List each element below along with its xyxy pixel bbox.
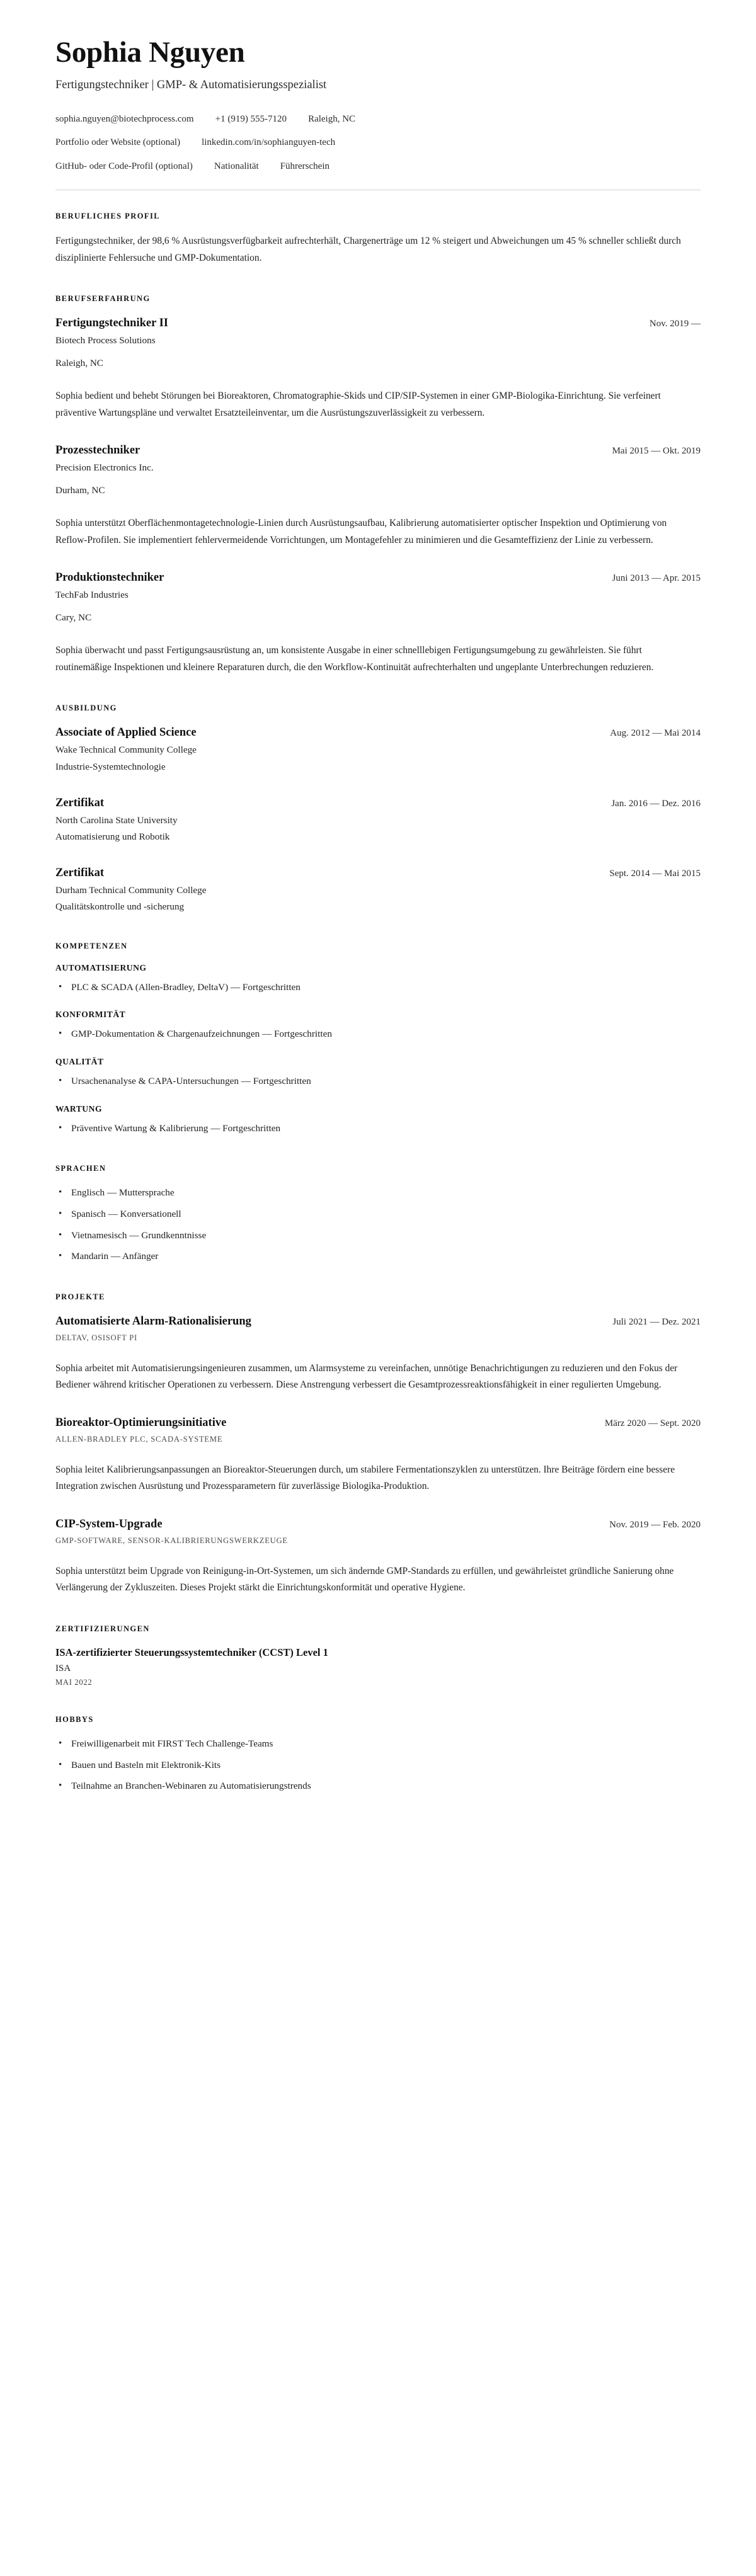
experience-job-title: Prozesstechniker — [55, 444, 140, 457]
skill-group — [55, 1104, 701, 1137]
skill-group — [55, 1010, 701, 1042]
skill-item: • Präventive Wartung & Kalibrierung — Fortgeschritten — [55, 1121, 701, 1137]
project-description: Sophia arbeitet mit Automatisierungsingenieuren zusammen, um Alarmsysteme zu vereinfachen, unnötige Benachrichtigungen zu reduzieren und den Fokus der Bediener während kritischer Operationen zu verbessern. Diese Anstrengung verbessert die Gesamtprozessreaktionsfähigkeit in einer regulierten Umgebung. — [55, 1362, 678, 1391]
contact-portfolio-placeholder[interactable]: Portfolio oder Website (optional) — [55, 137, 181, 148]
hobby-list — [55, 1736, 701, 1794]
education-school: North Carolina State University — [55, 814, 178, 826]
section-title-projects: PROJEKTE — [55, 1292, 105, 1301]
section-title-languages: SPRACHEN — [55, 1164, 106, 1173]
project-entry — [55, 1314, 701, 1394]
experience-location: Cary, NC — [55, 612, 92, 624]
experience-description: Sophia überwacht und passt Fertigungsausrüstung an, um konsistente Ausgabe in einer schnelllebigen Fertigungsumgebung zu gewährleisten. Sie führt routinemäßige Inspektionen und kleinere Reparaturen durch, die den Workflow-Kontinuität aufrechterhalten und ungeplante Unterbrechungen reduzieren. — [55, 645, 654, 673]
section-title-certifications: ZERTIFIZIERUNGEN — [55, 1624, 150, 1633]
language-list — [55, 1185, 701, 1265]
project-entry-head — [55, 1314, 701, 1329]
hobby-item: • Freiwilligenarbeit mit FIRST Tech Challenge-Teams — [55, 1736, 701, 1752]
education-degree: Zertifikat — [55, 866, 105, 879]
experience-entry — [55, 316, 701, 421]
certification-title: ISA-zertifizierter Steuerungssystemtechniker (CCST) Level 1 — [55, 1646, 328, 1658]
experience-employer: TechFab Industries — [55, 590, 129, 601]
education-entry-head — [55, 865, 701, 881]
contact-github-placeholder[interactable]: GitHub- oder Code-Profil (optional) — [55, 161, 193, 171]
section-summary — [55, 212, 701, 266]
contact-email[interactable]: sophia.nguyen@biotechprocess.com — [55, 113, 194, 124]
skill-group-title: QUALITÄT — [55, 1057, 104, 1066]
skill-item: • PLC & SCADA (Allen-Bradley, DeltaV) — Fortgeschritten — [55, 980, 701, 996]
experience-entry — [55, 443, 701, 549]
education-entry — [55, 795, 701, 844]
certification-date: MAI 2022 — [55, 1678, 93, 1687]
section-languages — [55, 1164, 701, 1265]
skill-item: • Ursachenanalyse & CAPA-Untersuchungen — Fortgeschritten — [55, 1074, 701, 1090]
section-skills — [55, 942, 701, 1137]
experience-job-title: Fertigungstechniker II — [55, 317, 169, 330]
certification-issuer: ISA — [55, 1663, 71, 1674]
skill-group — [55, 963, 701, 996]
section-hobbies — [55, 1715, 701, 1794]
section-title-experience: BERUFSERFAHRUNG — [55, 294, 151, 304]
language-item: • Mandarin — Anfänger — [55, 1249, 701, 1265]
experience-entry-head — [55, 570, 701, 585]
skill-group-title: KONFORMITÄT — [55, 1010, 126, 1020]
experience-location: Durham, NC — [55, 485, 105, 496]
education-degree: Associate of Applied Science — [55, 726, 197, 739]
education-entry — [55, 865, 701, 914]
education-dates: Jan. 2016 — Dez. 2016 — [611, 798, 701, 809]
section-projects — [55, 1292, 701, 1597]
education-entry-head — [55, 795, 701, 811]
education-field: Qualitätskontrolle und -sicherung — [55, 901, 185, 912]
section-title-education: AUSBILDUNG — [55, 704, 117, 713]
experience-description: Sophia bedient und behebt Störungen bei Bioreaktoren, Chromatographie-Skids und CIP/SIP-Systemen in einer GMP-Biologika-Einrichtung. Sie verfeinert präventive Wartungspläne und verwaltet Ersatzteileinventar, um die Ausrüstungszuverlässigkeit zu verbessern. — [55, 390, 661, 418]
education-dates: Aug. 2012 — Mai 2014 — [610, 728, 701, 739]
skill-list — [55, 1074, 701, 1090]
contact-driverslicense-placeholder[interactable]: Führerschein — [280, 161, 329, 171]
project-entry-head — [55, 1517, 701, 1532]
contact-linkedin[interactable]: linkedin.com/in/sophianguyen-tech — [202, 137, 336, 148]
section-education — [55, 704, 701, 913]
education-school: Wake Technical Community College — [55, 744, 197, 756]
education-field: Automatisierung und Robotik — [55, 831, 170, 842]
certification-entry — [55, 1646, 701, 1687]
experience-dates: Mai 2015 — Okt. 2019 — [612, 446, 701, 457]
education-school: Durham Technical Community College — [55, 884, 207, 896]
experience-job-title: Produktionstechniker — [55, 571, 164, 584]
experience-entry — [55, 570, 701, 676]
resume-header — [55, 37, 701, 190]
project-title: Bioreaktor-Optimierungsinitiative — [55, 1416, 227, 1429]
project-dates: Juli 2021 — Dez. 2021 — [612, 1316, 701, 1327]
experience-dates: Juni 2013 — Apr. 2015 — [612, 573, 701, 584]
contact-nationality-placeholder[interactable]: Nationalität — [214, 161, 259, 171]
section-certifications — [55, 1624, 701, 1687]
experience-location: Raleigh, NC — [55, 358, 103, 369]
experience-employer: Precision Electronics Inc. — [55, 462, 154, 474]
contact-phone[interactable]: +1 (919) 555-7120 — [215, 113, 287, 124]
section-title-hobbies: HOBBYS — [55, 1715, 94, 1724]
experience-entry-head — [55, 443, 701, 458]
education-dates: Sept. 2014 — Mai 2015 — [609, 868, 701, 879]
project-dates: Nov. 2019 — Feb. 2020 — [609, 1519, 701, 1530]
education-entry — [55, 725, 701, 773]
education-entry-head — [55, 725, 701, 740]
project-description: Sophia leitet Kalibrierungsanpassungen an Bioreaktor-Steuerungen durch, um stabilere Fermentationszyklen zu unterstützen. Ihre Beiträge fördern eine bessere Integration zwischen Ausrüstung und Prozessparametern für zuverlässige Biologika-Produktion. — [55, 1464, 675, 1492]
skill-list — [55, 980, 701, 996]
summary-text: Fertigungstechniker, der 98,6 % Ausrüstungsverfügbarkeit aufrechterhält, Chargenerträge um 12 % steigert und Abweichungen um 45 % schneller schließt durch disziplinierte Fehlersuche und GMP-Dokumentation. — [55, 236, 681, 263]
section-title-skills: KOMPETENZEN — [55, 941, 128, 950]
experience-description: Sophia unterstützt Oberflächenmontagetechnologie-Linien durch Ausrüstungsaufbau, Kalibrierung automatisierter optischer Inspektion und Optimierung von Reflow-Profilen. Sie implementiert fehlervermeidende Vorrichtungen, um Montagefehler zu minimieren und die Gesamteffizienz der Linie zu verbessern. — [55, 518, 667, 545]
contact-row-primary — [55, 112, 701, 127]
section-title-summary: BERUFLICHES PROFIL — [55, 212, 161, 221]
skill-group — [55, 1057, 701, 1090]
skill-list — [55, 1121, 701, 1137]
project-description: Sophia unterstützt beim Upgrade von Reinigung-in-Ort-Systemen, um sich ändernde GMP-Standards zu erfüllen, und gewährleistet gründliche Sanierung ohne Verlängerung der Zykluszeiten. Dieses Projekt stärkt die Einrichtungskonformität und operative Hygiene. — [55, 1565, 674, 1593]
contact-row-extra — [55, 159, 701, 174]
education-field: Industrie-Systemtechnologie — [55, 761, 166, 772]
skill-group-title: WARTUNG — [55, 1103, 103, 1114]
language-item: • Englisch — Muttersprache — [55, 1185, 701, 1201]
candidate-name: Sophia Nguyen — [55, 36, 245, 69]
contact-row-web — [55, 135, 701, 150]
project-entry — [55, 1415, 701, 1495]
section-experience — [55, 294, 701, 676]
project-entry — [55, 1517, 701, 1597]
project-title: CIP-System-Upgrade — [55, 1517, 163, 1530]
project-dates: März 2020 — Sept. 2020 — [604, 1418, 701, 1428]
experience-entry-head — [55, 316, 701, 331]
skill-list — [55, 1027, 701, 1042]
project-tech: ALLEN-BRADLEY PLC, SCADA-SYSTEME — [55, 1434, 223, 1444]
project-tech: DELTAV, OSISOFT PI — [55, 1333, 137, 1342]
hobby-item: • Bauen und Basteln mit Elektronik-Kits — [55, 1758, 701, 1774]
skill-item: • GMP-Dokumentation & Chargenaufzeichnungen — Fortgeschritten — [55, 1027, 701, 1042]
hobby-item: • Teilnahme an Branchen-Webinaren zu Automatisierungstrends — [55, 1779, 701, 1794]
project-title: Automatisierte Alarm-Rationalisierung — [55, 1314, 251, 1328]
project-entry-head — [55, 1415, 701, 1430]
project-tech: GMP-SOFTWARE, SENSOR-KALIBRIERUNGSWERKZEUGE — [55, 1536, 288, 1545]
skill-group-title: AUTOMATISIERUNG — [55, 962, 147, 972]
language-item: • Vietnamesisch — Grundkenntnisse — [55, 1228, 701, 1244]
education-degree: Zertifikat — [55, 796, 105, 809]
experience-dates: Nov. 2019 — — [649, 319, 701, 329]
candidate-headline: Fertigungstechniker | GMP- & Automatisierungsspezialist — [55, 78, 327, 91]
experience-employer: Biotech Process Solutions — [55, 335, 156, 346]
contact-location: Raleigh, NC — [308, 113, 356, 124]
language-item: • Spanisch — Konversationell — [55, 1207, 701, 1222]
